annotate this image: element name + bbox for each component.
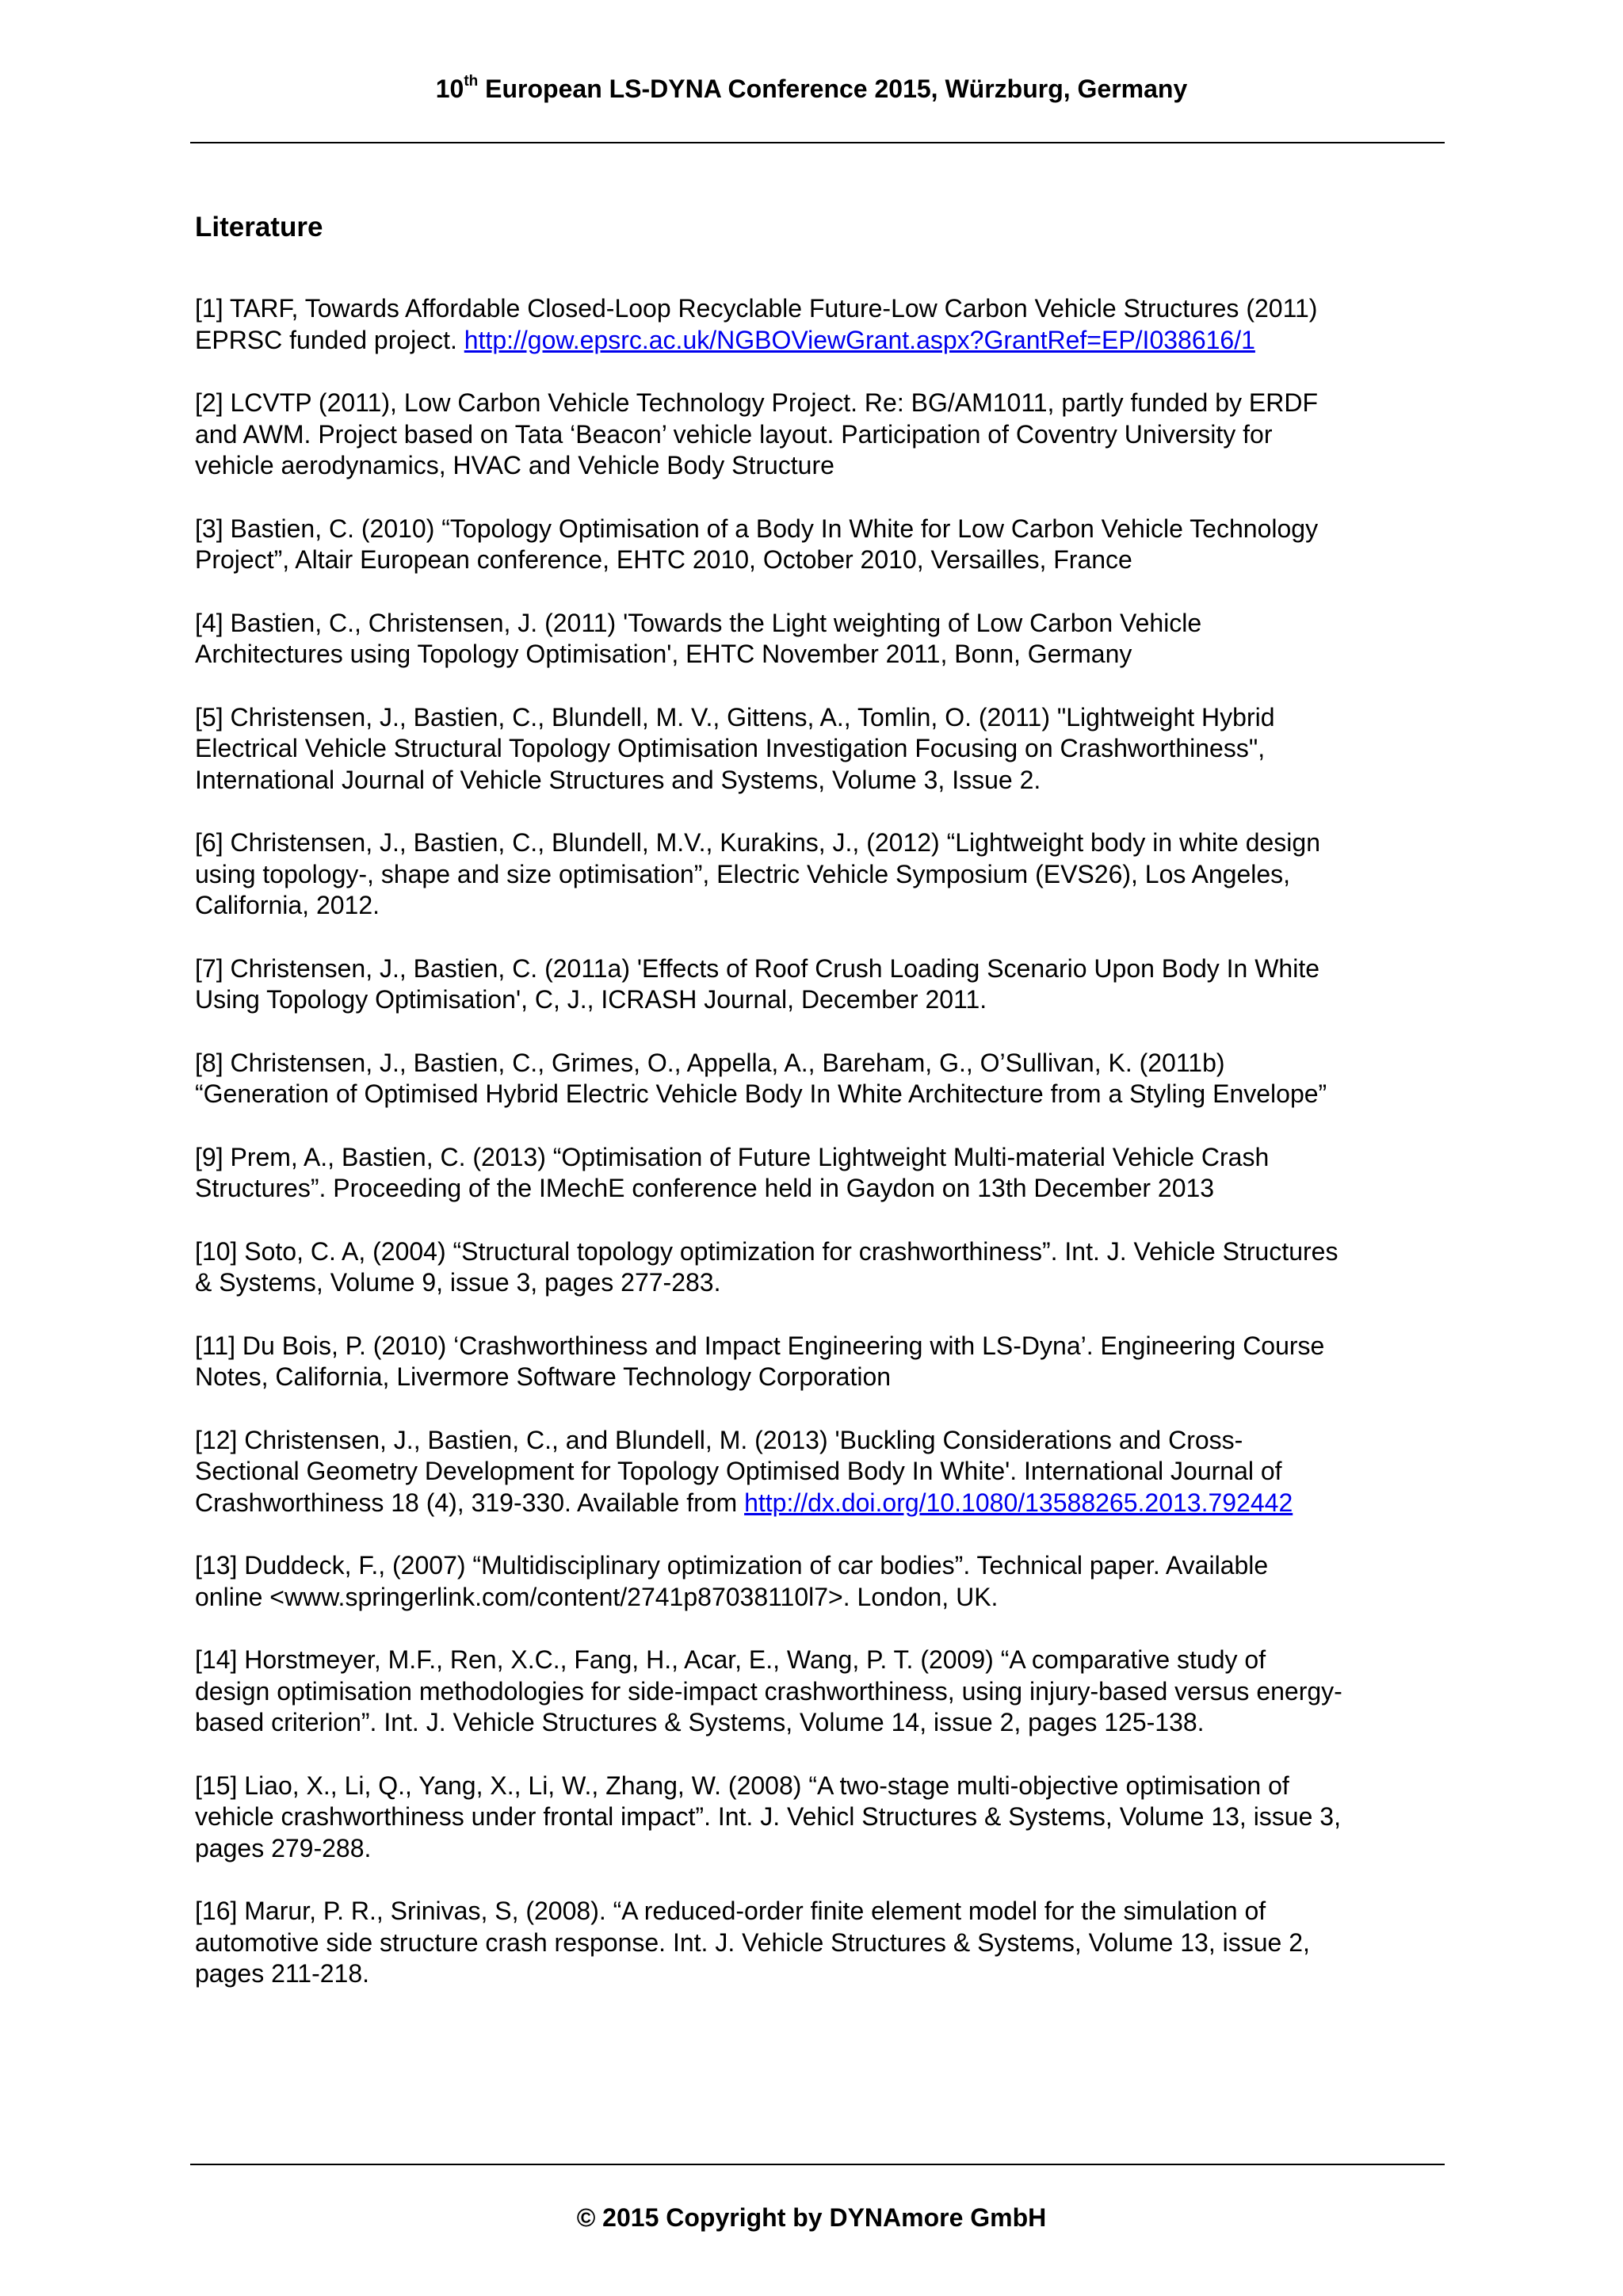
- reference-line: [195, 293, 1463, 325]
- reference-text: [13] Duddeck, F., (2007) “Multidisciplinary optimization of car bodies”. Technical paper. Available: [195, 1551, 1269, 1580]
- reference-line: [195, 765, 1463, 797]
- reference-line: [195, 514, 1463, 545]
- reference-line: [195, 639, 1463, 670]
- reference-line: [195, 1267, 1463, 1299]
- reference-line: [195, 1833, 1463, 1865]
- reference-line: [195, 1425, 1463, 1457]
- reference-item: [195, 388, 1463, 482]
- reference-text: Crashworthiness 18 (4), 319-330. Available from: [195, 1488, 745, 1517]
- reference-text: [15] Liao, X., Li, Q., Yang, X., Li, W., Zhang, W. (2008) “A two-stage multi-objective optimisation of: [195, 1771, 1289, 1800]
- reference-item: [195, 608, 1463, 670]
- reference-item: [195, 827, 1463, 922]
- header-number: 10: [435, 74, 464, 103]
- reference-item: [195, 514, 1463, 576]
- reference-text: vehicle crashworthiness under frontal impact”. Int. J. Vehicl Structures & Systems, Volume 13, issue 3,: [195, 1802, 1341, 1831]
- reference-text: Using Topology Optimisation', C, J., ICRASH Journal, December 2011.: [195, 985, 987, 1014]
- reference-text: [12] Christensen, J., Bastien, C., and Blundell, M. (2013) 'Buckling Considerations and Cross-: [195, 1425, 1243, 1454]
- reference-line: [195, 1707, 1463, 1739]
- reference-item: [195, 1142, 1463, 1205]
- reference-line: [195, 325, 1463, 357]
- reference-text: International Journal of Vehicle Structures and Systems, Volume 3, Issue 2.: [195, 765, 1041, 794]
- reference-line: [195, 419, 1463, 451]
- reference-line: [195, 1456, 1463, 1488]
- reference-text: design optimisation methodologies for side-impact crashworthiness, using injury-based versus energy-: [195, 1676, 1342, 1706]
- reference-text: Sectional Geometry Development for Topology Optimised Body In White'. International Journal of: [195, 1457, 1282, 1485]
- reference-line: [195, 1173, 1463, 1205]
- reference-text: [5] Christensen, J., Bastien, C., Blundell, M. V., Gittens, A., Tomlin, O. (2011) "Lightweight Hybrid: [195, 702, 1275, 732]
- reference-text: [2] LCVTP (2011), Low Carbon Vehicle Technology Project. Re: BG/AM1011, partly funded by ERDF: [195, 388, 1319, 417]
- reference-item: [195, 1645, 1463, 1739]
- reference-text: & Systems, Volume 9, issue 3, pages 277-283.: [195, 1268, 721, 1297]
- reference-link[interactable]: http://dx.doi.org/10.1080/13588265.2013.792442: [744, 1488, 1293, 1517]
- reference-text: [1] TARF, Towards Affordable Closed-Loop Recyclable Future-Low Carbon Vehicle Structures (2011): [195, 294, 1318, 323]
- reference-text: “Generation of Optimised Hybrid Electric Vehicle Body In White Architecture from a Styling Envelope”: [195, 1079, 1327, 1108]
- reference-line: [195, 1362, 1463, 1393]
- reference-line: [195, 733, 1463, 765]
- reference-text: [9] Prem, A., Bastien, C. (2013) “Optimisation of Future Lightweight Multi-material Vehicle Crash: [195, 1142, 1270, 1171]
- reference-line: [195, 1079, 1463, 1110]
- reference-item: [195, 1771, 1463, 1865]
- reference-text: California, 2012.: [195, 891, 380, 919]
- header-divider: [190, 142, 1445, 143]
- reference-text: automotive side structure crash response. Int. J. Vehicle Structures & Systems, Volume 13, issue 2,: [195, 1927, 1310, 1957]
- reference-text: Notes, California, Livermore Software Technology Corporation: [195, 1362, 892, 1391]
- reference-line: [195, 1550, 1463, 1582]
- reference-line: [195, 702, 1463, 734]
- reference-text: Architectures using Topology Optimisation', EHTC November 2011, Bonn, Germany: [195, 640, 1132, 668]
- reference-text: Structures”. Proceeding of the IMechE conference held in Gaydon on 13th December 2013: [195, 1174, 1215, 1202]
- reference-item: [195, 1425, 1463, 1519]
- reference-item: [195, 1550, 1463, 1613]
- reference-line: [195, 544, 1463, 576]
- reference-line: [195, 827, 1463, 859]
- reference-item: [195, 1048, 1463, 1110]
- reference-line: [195, 1048, 1463, 1079]
- reference-text: pages 279-288.: [195, 1833, 372, 1862]
- reference-line: [195, 1771, 1463, 1802]
- reference-line: [195, 1801, 1463, 1833]
- reference-text: [14] Horstmeyer, M.F., Ren, X.C., Fang, H., Acar, E., Wang, P. T. (2009) “A comparative study of: [195, 1645, 1266, 1674]
- reference-text: [8] Christensen, J., Bastien, C., Grimes, O., Appella, A., Bareham, G., O’Sullivan, K. (2011b): [195, 1048, 1225, 1077]
- reference-text: [3] Bastien, C. (2010) “Topology Optimisation of a Body In White for Low Carbon Vehicle Technology: [195, 514, 1319, 543]
- reference-text: EPRSC funded project.: [195, 325, 464, 354]
- reference-text: online <www.springerlink.com/content/2741p87038110l7>. London, UK.: [195, 1582, 999, 1611]
- reference-line: [195, 450, 1463, 482]
- reference-line: [195, 1236, 1463, 1268]
- reference-item: [195, 702, 1463, 797]
- footer-divider: [190, 2164, 1445, 2165]
- reference-line: [195, 984, 1463, 1016]
- page-header: [0, 73, 1623, 105]
- page-footer: © 2015 Copyright by DYNAmore GmbH: [576, 2203, 1047, 2232]
- reference-text: pages 211-218.: [195, 1959, 370, 1988]
- reference-line: [195, 608, 1463, 640]
- reference-text: vehicle aerodynamics, HVAC and Vehicle Body Structure: [195, 451, 834, 479]
- reference-text: [4] Bastien, C., Christensen, J. (2011) 'Towards the Light weighting of Low Carbon Vehicle: [195, 608, 1202, 637]
- reference-line: [195, 1331, 1463, 1362]
- reference-line: [195, 1927, 1463, 1959]
- reference-text: Electrical Vehicle Structural Topology Optimisation Investigation Focusing on Crashworthiness",: [195, 734, 1266, 762]
- reference-item: [195, 1896, 1463, 1990]
- reference-item: [195, 293, 1463, 356]
- reference-text: Project”, Altair European conference, EHTC 2010, October 2010, Versailles, France: [195, 545, 1132, 574]
- reference-link[interactable]: http://gow.epsrc.ac.uk/NGBOViewGrant.aspx?GrantRef=EP/I038616/1: [464, 325, 1255, 354]
- reference-text: [6] Christensen, J., Bastien, C., Blundell, M.V., Kurakins, J., (2012) “Lightweight body in white design: [195, 828, 1320, 857]
- reference-line: [195, 859, 1463, 891]
- reference-line: [195, 388, 1463, 419]
- reference-item: [195, 1236, 1463, 1299]
- reference-text: [16] Marur, P. R., Srinivas, S, (2008). “A reduced-order finite element model for the simulation of: [195, 1897, 1266, 1925]
- reference-text: and AWM. Project based on Tata ‘Beacon’ vehicle layout. Participation of Coventry University for: [195, 419, 1273, 449]
- reference-line: [195, 953, 1463, 985]
- reference-text: using topology-, shape and size optimisation”, Electric Vehicle Symposium (EVS26), Los Angeles,: [195, 859, 1291, 888]
- reference-text: [7] Christensen, J., Bastien, C. (2011a) 'Effects of Roof Crush Loading Scenario Upon Body In White: [195, 953, 1319, 983]
- reference-line: [195, 1488, 1463, 1519]
- reference-item: [195, 953, 1463, 1016]
- reference-line: [195, 1582, 1463, 1614]
- reference-line: [195, 1645, 1463, 1676]
- header-text: European LS-DYNA Conference 2015, Würzburg, Germany: [478, 74, 1188, 103]
- reference-line: [195, 1676, 1463, 1708]
- section-title: Literature: [195, 212, 323, 243]
- reference-text: based criterion”. Int. J. Vehicle Structures & Systems, Volume 14, issue 2, pages 125-138.: [195, 1708, 1205, 1736]
- reference-item: [195, 1331, 1463, 1393]
- reference-text: [10] Soto, C. A, (2004) “Structural topology optimization for crashworthiness”. Int. J. Vehicle Structures: [195, 1236, 1338, 1266]
- reference-list: [195, 293, 1463, 2022]
- reference-line: [195, 1896, 1463, 1927]
- reference-text: [11] Du Bois, P. (2010) ‘Crashworthiness and Impact Engineering with LS-Dyna’. Engineering Course: [195, 1331, 1325, 1360]
- header-superscript: th: [464, 73, 479, 90]
- reference-line: [195, 890, 1463, 922]
- reference-line: [195, 1958, 1463, 1990]
- reference-line: [195, 1142, 1463, 1174]
